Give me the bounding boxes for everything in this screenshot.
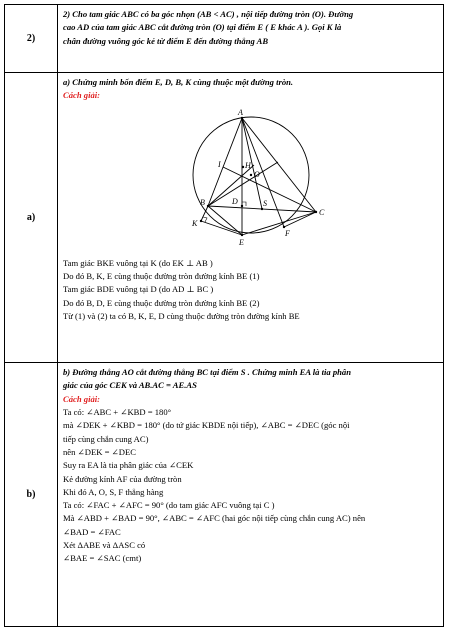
question-number: 2) xyxy=(5,5,58,73)
part-b-line: Suy ra EA là tia phân giác của ∠CEK xyxy=(63,460,194,471)
part-a-row xyxy=(5,73,444,363)
part-b-line: Xét ΔABE và ΔASC có xyxy=(63,540,146,551)
part-b-label: b) xyxy=(5,363,58,627)
point-label-f: F xyxy=(284,228,290,238)
part-b-line: Khi đó A, O, S, F thẳng hàng xyxy=(63,486,164,497)
point-label-o: O xyxy=(253,169,260,179)
part-b-line: mà ∠DEK + ∠KBD = 180° (do tứ giác KBDE nội tiếp), ∠ABC = ∠DEC (góc nội xyxy=(63,420,350,431)
question-text xyxy=(58,5,443,51)
part-b-heading: b) Đường thẳng AO cắt đường thẳng BC tại điểm S . Chứng minh EA là tia phân xyxy=(63,367,351,377)
part-a-line: Tam giác BKE vuông tại K (do EK ⊥ AB ) xyxy=(63,257,213,268)
part-b-line: nên ∠DEK = ∠DEC xyxy=(63,446,136,457)
part-b-line: ∠BAE = ∠SAC (cmt) xyxy=(63,553,142,564)
part-a-line: Tam giác BDE vuông tại D (do AD ⊥ BC ) xyxy=(63,284,214,295)
part-a-line: Từ (1) và (2) ta có B, K, E, D cùng thuộc đường tròn đường kính BE xyxy=(63,310,300,321)
part-b-row xyxy=(5,363,444,627)
part-b-method-label: Cách giải: xyxy=(63,393,101,404)
solution-table xyxy=(4,4,444,627)
part-a-label: a) xyxy=(5,73,58,363)
question-line: 2) Cho tam giác ABC có ba góc nhọn (AB < AC) , nội tiếp đường tròn (O). Đường xyxy=(63,9,354,19)
part-b-line: Ta có: ∠FAC + ∠AFC = 90° (do tam giác AFC vuông tại C ) xyxy=(63,500,275,511)
part-a-line: Do đó B, K, E cùng thuộc đường tròn đường kính BE (1) xyxy=(63,270,260,281)
point-label-k: K xyxy=(191,218,197,228)
part-b-line: Mà ∠ABD + ∠BAD = 90°, ∠ABC = ∠AFC (hai góc nội tiếp cùng chắn cung AC) nên xyxy=(63,513,366,524)
part-b-line: Kẻ đường kính AF của đường tròn xyxy=(63,473,182,484)
part-b-line: ∠BAD = ∠FAC xyxy=(63,526,121,537)
point-label-a: A xyxy=(237,107,243,117)
point-label-c: C xyxy=(318,207,324,217)
part-b-heading: giác của góc CEK và AB.AC = AE.AS xyxy=(63,380,197,391)
part-a-line: Do đó B, D, E cùng thuộc đường tròn đường kính BE (2) xyxy=(63,297,260,308)
question-row xyxy=(5,5,444,73)
point-label-i: I xyxy=(217,159,221,169)
part-a-method-label: Cách giải: xyxy=(63,90,101,101)
part-b-line: Ta có: ∠ABC + ∠KBD = 180° xyxy=(63,406,172,417)
point-label-d: D xyxy=(231,196,238,206)
point-label-s: S xyxy=(262,198,267,208)
geometry-figure xyxy=(166,105,336,255)
point-label-e: E xyxy=(238,237,244,247)
part-a-heading: a) Chứng minh bốn điểm E, D, B, K cùng thuộc một đường tròn. xyxy=(63,77,294,87)
point-label-h: H xyxy=(244,160,251,170)
point-label-b: B xyxy=(199,197,205,207)
question-line: chân đường vuông góc kẻ từ điểm E đến đường thẳng AB xyxy=(63,35,269,46)
question-line: cao AD của tam giác ABC cắt đường tròn (O) tại điểm E ( E khác A ). Gọi K là xyxy=(63,22,342,33)
part-b-line: tiếp cùng chắn cung AC) xyxy=(63,433,149,444)
